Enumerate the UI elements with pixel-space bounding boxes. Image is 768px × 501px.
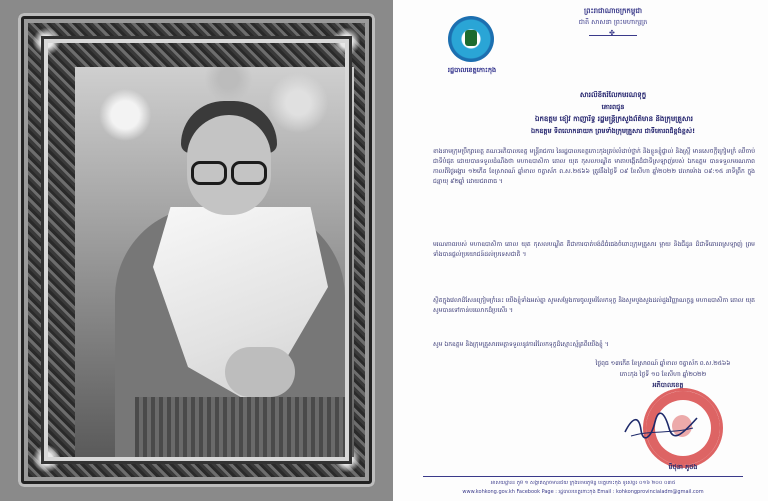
lunar-date: ថ្ងៃពុធ ១៣កើត ខែស្រាពណ៍ ឆ្នាំខាល ចត្វាស័ក ព.ស.២៥៦៦ (595, 360, 731, 367)
handwritten-signature (621, 410, 701, 440)
signer-name: មិថុនា ភូថង (668, 463, 698, 471)
letter-kingdom-header: ព្រះរាជាណាចក្រកម្ពុជា (583, 7, 642, 15)
portrait-hair (181, 101, 277, 153)
letter-paragraph: ស្ថិតក្នុងវេលាដ៏សែនក្រៀមក្រំនេះ យើងខ្ញុំទាំងអស់គ្នា សូមសម្តែងការចូលរួមរំលែកទុក្ខ និងសូមបួងសួងដល់ដួងវិញ្ញាណក្ខន្ធ មហាឧបាសិកា គោល យុគ សូមបានទៅកាន់បរលោកដ៏ប្រសើរ ។ (433, 297, 755, 314)
provincial-logo-icon (448, 16, 494, 62)
portrait-hands (225, 347, 295, 397)
letter-title: សារលិខិតរំលែកមរណទុក្ខ (579, 91, 647, 99)
eyeglasses (191, 161, 267, 181)
header-ornament-icon (589, 29, 637, 36)
letter-paragraph: ខាងនាមក្រុមប្រឹក្សាខេត្ត គណៈអភិបាលខេត្ត មន្ត្រីរាជការ នៃរដ្ឋបាលខេត្តកោះកុងគ្រប់លំដាប់ថ្នាក់ និងខ្លួនខ្ញុំផ្ទាល់ និងស្ត្រី មានសេចក្តីក្រៀមក្រំ ឈឺចាប់ជាទីបំផុត ដោយបានទទួលដំណឹងថា មហាឧបាសិកា គោល យុគ កុសលបណ្ឌិត មាតាបង្កើតដ៏ជាទីស្រឡាញ់របស់ ឯកឧត្តម បានទទួលមរណភាព កាលពីថ្ងៃអង្គារ ១២កើត ខែស្រាពណ៍ ឆ្នាំខាល ចត្វាស័ក ព.ស.២៥៦៦ ត្រូវនឹងថ្ងៃទី ០៩ ខែសីហា ឆ្នាំ២០២២ វេលាម៉ោង ០៩:១៥ នាទីព្រឹក ក្នុងជន្មាយុ ៩២ឆ្នាំ ដោយជរាពាធ ។ (433, 148, 755, 185)
letter-salutation: ឯកឧត្តម ទិពលោកនាយក ព្រមទាំងក្រុមគ្រួសារ ជាទីគោរពដ៏ខ្ពង់ខ្ពស់! (530, 127, 696, 135)
letter-paragraph: មរណភាពរបស់ មហាឧបាសិកា គោល យុគ កុសលបណ្ឌិត គឺជាការបាត់បង់ដ៏ធំធេងចំពោះក្រុមគ្រួសារ ម្តាយ និងជីដូន ដ៏ជាទីគោរពស្រឡាញ់ ព្រមទាំងបានផ្តល់ប្រយោជន៍ដល់ប្រទេសជាតិ ។ (433, 241, 755, 258)
condolence-letter (393, 0, 768, 501)
ornate-picture-frame (18, 13, 375, 487)
footer-address: អាសយដ្ឋាន៖ ភូមិ ១ សង្កាត់ស្មាច់មានជ័យ ក្រុងខេមរភូមិន្ទ ខេត្តកោះកុង ទូរស័ព្ទ៖ ០១៦ ២០០ ០៣៥ (490, 480, 676, 486)
letter-motto: ជាតិ សាសនា ព្រះមហាក្សត្រ (578, 18, 648, 26)
portrait-photo (75, 67, 354, 457)
letter-subtitle: គោរពជូន (601, 103, 625, 111)
footer-divider (423, 476, 743, 477)
white-shawl (153, 207, 328, 407)
portrait-face (187, 115, 271, 215)
signer-title: អភិបាលខេត្ត (652, 381, 684, 389)
letter-paragraph: សូម ឯកឧត្តម និងក្រុមគ្រួសារមេត្តាទទួលនូវការរំលែកទុក្ខដ៏ស្មោះស្ម័គ្រពីយើងខ្ញុំ ។ (433, 341, 609, 348)
organization-name: រដ្ឋបាលខេត្តកោះកុង (447, 66, 497, 74)
footer-contacts: www.kohkong.gov.kh Facebook Page : រដ្ឋបាលខេត្តកោះកុង Email : kohkongprovincialadm@gmail.com (462, 489, 704, 495)
letter-date: កោះកុង ថ្ងៃទី ១០ ខែសីហា ឆ្នាំ២០២២ (619, 371, 707, 378)
portrait-body (115, 207, 345, 457)
letter-recipient: ឯកឧត្តម ខៀវ កាញារីទ្ធ រដ្ឋមន្ត្រីក្រសួងព័ត៌មាន និងក្រុមគ្រួសារ (535, 115, 693, 123)
patterned-skirt (135, 397, 345, 457)
background-flowers (75, 67, 354, 187)
